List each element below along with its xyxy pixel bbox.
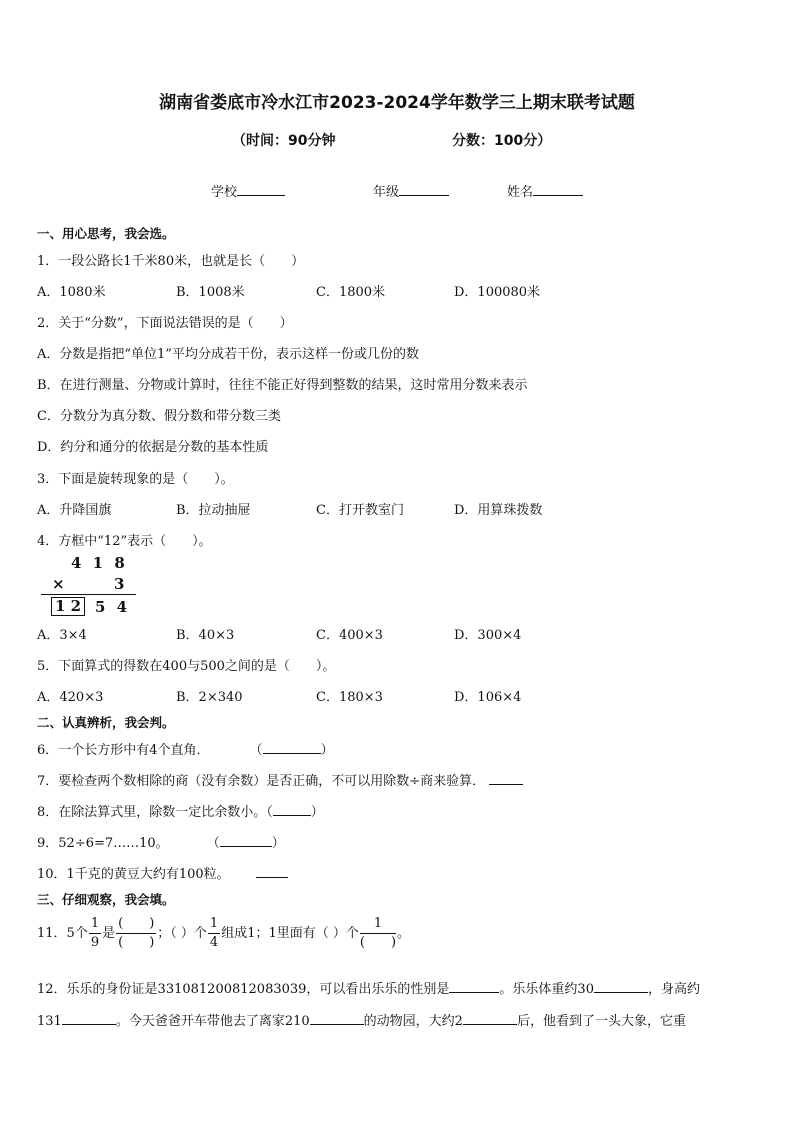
section1-heading: 一、用心思考，我会选。 [37, 226, 175, 241]
q9-close-paren: ） [271, 836, 285, 851]
q6-close-paren: ） [320, 743, 334, 758]
exam-time: （时间：90分钟 [232, 133, 336, 149]
q1-option-b[interactable]: B．1008米 [176, 285, 245, 300]
q9-open-paren: （ [206, 836, 220, 851]
q12-time-blank[interactable] [463, 1012, 517, 1025]
q5-option-b[interactable]: B．2×340 [176, 690, 243, 705]
q4-option-a[interactable]: A．3×4 [37, 628, 87, 643]
q11-line [37, 915, 410, 952]
q12-text-2: 。乐乐体重约30 [499, 982, 594, 997]
name-label: 姓名 [507, 185, 534, 200]
mult-multiplier: 3 [114, 575, 125, 593]
frac3-denominator: 4 [209, 935, 219, 950]
q12-text-7: 后，他看到了一头大象，它重 [516, 1014, 686, 1029]
q10-line [37, 863, 288, 882]
mult-remaining-digits: 5 4 [95, 598, 131, 616]
q11-text-5: 。 [397, 926, 411, 941]
q10-answer-blank[interactable] [256, 865, 288, 878]
q5-option-a[interactable]: A．420×3 [37, 690, 104, 705]
q9-line [37, 832, 285, 851]
q3-stem: 3．下面是旋转现象的是（ ）。 [37, 472, 234, 487]
q11-text-2: 是 [102, 926, 116, 941]
q6-stem: 6．一个长方形中有4个直角． [37, 743, 210, 758]
q11-fraction-one-ninth [89, 915, 101, 952]
frac2-numerator[interactable]: ( ) [116, 915, 156, 934]
section2-heading: 二、认真辨析，我会判。 [37, 715, 175, 730]
q10-stem: 10．1千克的黄豆大约有100粒。 [37, 867, 230, 882]
q7-answer-blank[interactable] [489, 772, 523, 785]
q4-multiplication-figure [38, 554, 148, 620]
q12-text-4: 131 [37, 1014, 62, 1029]
q5-stem: 5．下面算式的得数在400与500之间的是（ ）。 [37, 659, 336, 674]
exam-score: 分数：100分） [452, 133, 552, 149]
q3-option-d[interactable]: D．用算珠拨数 [454, 503, 543, 518]
q1-stem: 1．一段公路长1千米80米，也就是长（ ） [37, 254, 305, 269]
school-blank[interactable] [237, 181, 285, 196]
q7-line [37, 770, 523, 789]
q12-text-1: 12．乐乐的身份证是331081200812083039，可以看出乐乐的性别是 [37, 982, 450, 997]
q4-option-c[interactable]: C．400×3 [316, 628, 383, 643]
q6-line [37, 739, 334, 758]
q5-option-c[interactable]: C．180×3 [316, 690, 383, 705]
frac2-denominator[interactable]: ( ) [118, 935, 155, 950]
name-field[interactable] [507, 181, 583, 200]
q4-stem: 4．方框中“12”表示（ ）。 [37, 534, 212, 549]
q6-open-paren: （ [249, 743, 263, 758]
q7-stem: 7．要检查两个数相除的商（没有余数）是否正确，不可以用除数÷商来验算． [37, 774, 486, 789]
q2-option-c[interactable]: C．分数分为真分数、假分数和带分数三类 [37, 409, 281, 424]
q1-option-d[interactable]: D．100080米 [454, 285, 541, 300]
q8-close-paren: ） [310, 805, 324, 820]
q2-option-b[interactable]: B．在进行测量、分物或计算时，往往不能正好得到整数的结果，这时常用分数来表示 [37, 378, 528, 393]
q11-fraction-blank[interactable] [116, 915, 156, 952]
q2-option-d[interactable]: D．约分和通分的依据是分数的基本性质 [37, 440, 269, 455]
q3-option-b[interactable]: B．拉动抽屉 [176, 503, 251, 518]
mult-times-sign: × [52, 575, 65, 593]
frac3-numerator: 1 [208, 915, 220, 934]
q11-text-4: 组成1；1里面有（ ）个 [221, 926, 359, 941]
q12-gender-blank[interactable] [449, 980, 499, 993]
frac4-numerator: 1 [360, 915, 396, 934]
q6-answer-blank[interactable] [263, 741, 321, 754]
q8-stem: 8．在除法算式里，除数一定比余数小。（ [37, 805, 273, 820]
school-field[interactable] [211, 181, 285, 200]
q5-option-d[interactable]: D．106×4 [454, 690, 522, 705]
q3-option-c[interactable]: C．打开教室门 [316, 503, 404, 518]
q11-text-1: 11．5个 [37, 926, 88, 941]
mult-rule-line [41, 594, 136, 595]
q1-option-c[interactable]: C．1800米 [316, 285, 386, 300]
grade-label: 年级 [373, 185, 400, 200]
q11-text-3: ；（ ）个 [157, 926, 207, 941]
q11-fraction-unit[interactable] [360, 915, 396, 952]
q12-line-2 [37, 1010, 686, 1029]
q9-stem: 9．52÷6=7……10。 [37, 836, 169, 851]
q4-option-b[interactable]: B．40×3 [176, 628, 235, 643]
frac1-numerator: 1 [89, 915, 101, 934]
q8-line [37, 801, 324, 820]
q12-text-5: 。今天爸爸开车带他去了离家210 [115, 1014, 310, 1029]
q12-distance-blank[interactable] [310, 1012, 364, 1025]
q3-option-a[interactable]: A．升降国旗 [37, 503, 112, 518]
q12-line-1 [37, 978, 700, 997]
q2-option-a[interactable]: A．分数是指把“单位1”平均分成若干份，表示这样一份或几份的数 [37, 347, 419, 362]
q12-text-6: 的动物园，大约2 [363, 1014, 463, 1029]
q8-answer-blank[interactable] [273, 803, 311, 816]
q12-weight-blank[interactable] [594, 980, 648, 993]
frac4-denominator[interactable]: ( ) [359, 935, 397, 950]
name-blank[interactable] [533, 181, 583, 196]
section3-heading: 三、仔细观察，我会填。 [37, 892, 175, 907]
mult-boxed-digits: 1 2 [51, 597, 85, 616]
q2-stem: 2．关于“分数”，下面说法错误的是（ ） [37, 316, 293, 331]
school-label: 学校 [211, 185, 238, 200]
q9-answer-blank[interactable] [220, 834, 272, 847]
mult-top-number: 4 1 8 [71, 554, 128, 572]
q11-fraction-one-fourth [208, 915, 220, 952]
page-title: 湖南省娄底市冷水江市2023-2024学年数学三上期末联考试题 [159, 93, 635, 113]
grade-field[interactable] [373, 181, 449, 200]
q12-text-3: ，身高约 [647, 982, 700, 997]
frac1-denominator: 9 [90, 935, 100, 950]
q12-height-blank[interactable] [62, 1012, 116, 1025]
grade-blank[interactable] [399, 181, 449, 196]
q1-option-a[interactable]: A．1080米 [37, 285, 106, 300]
q4-option-d[interactable]: D．300×4 [454, 628, 522, 643]
